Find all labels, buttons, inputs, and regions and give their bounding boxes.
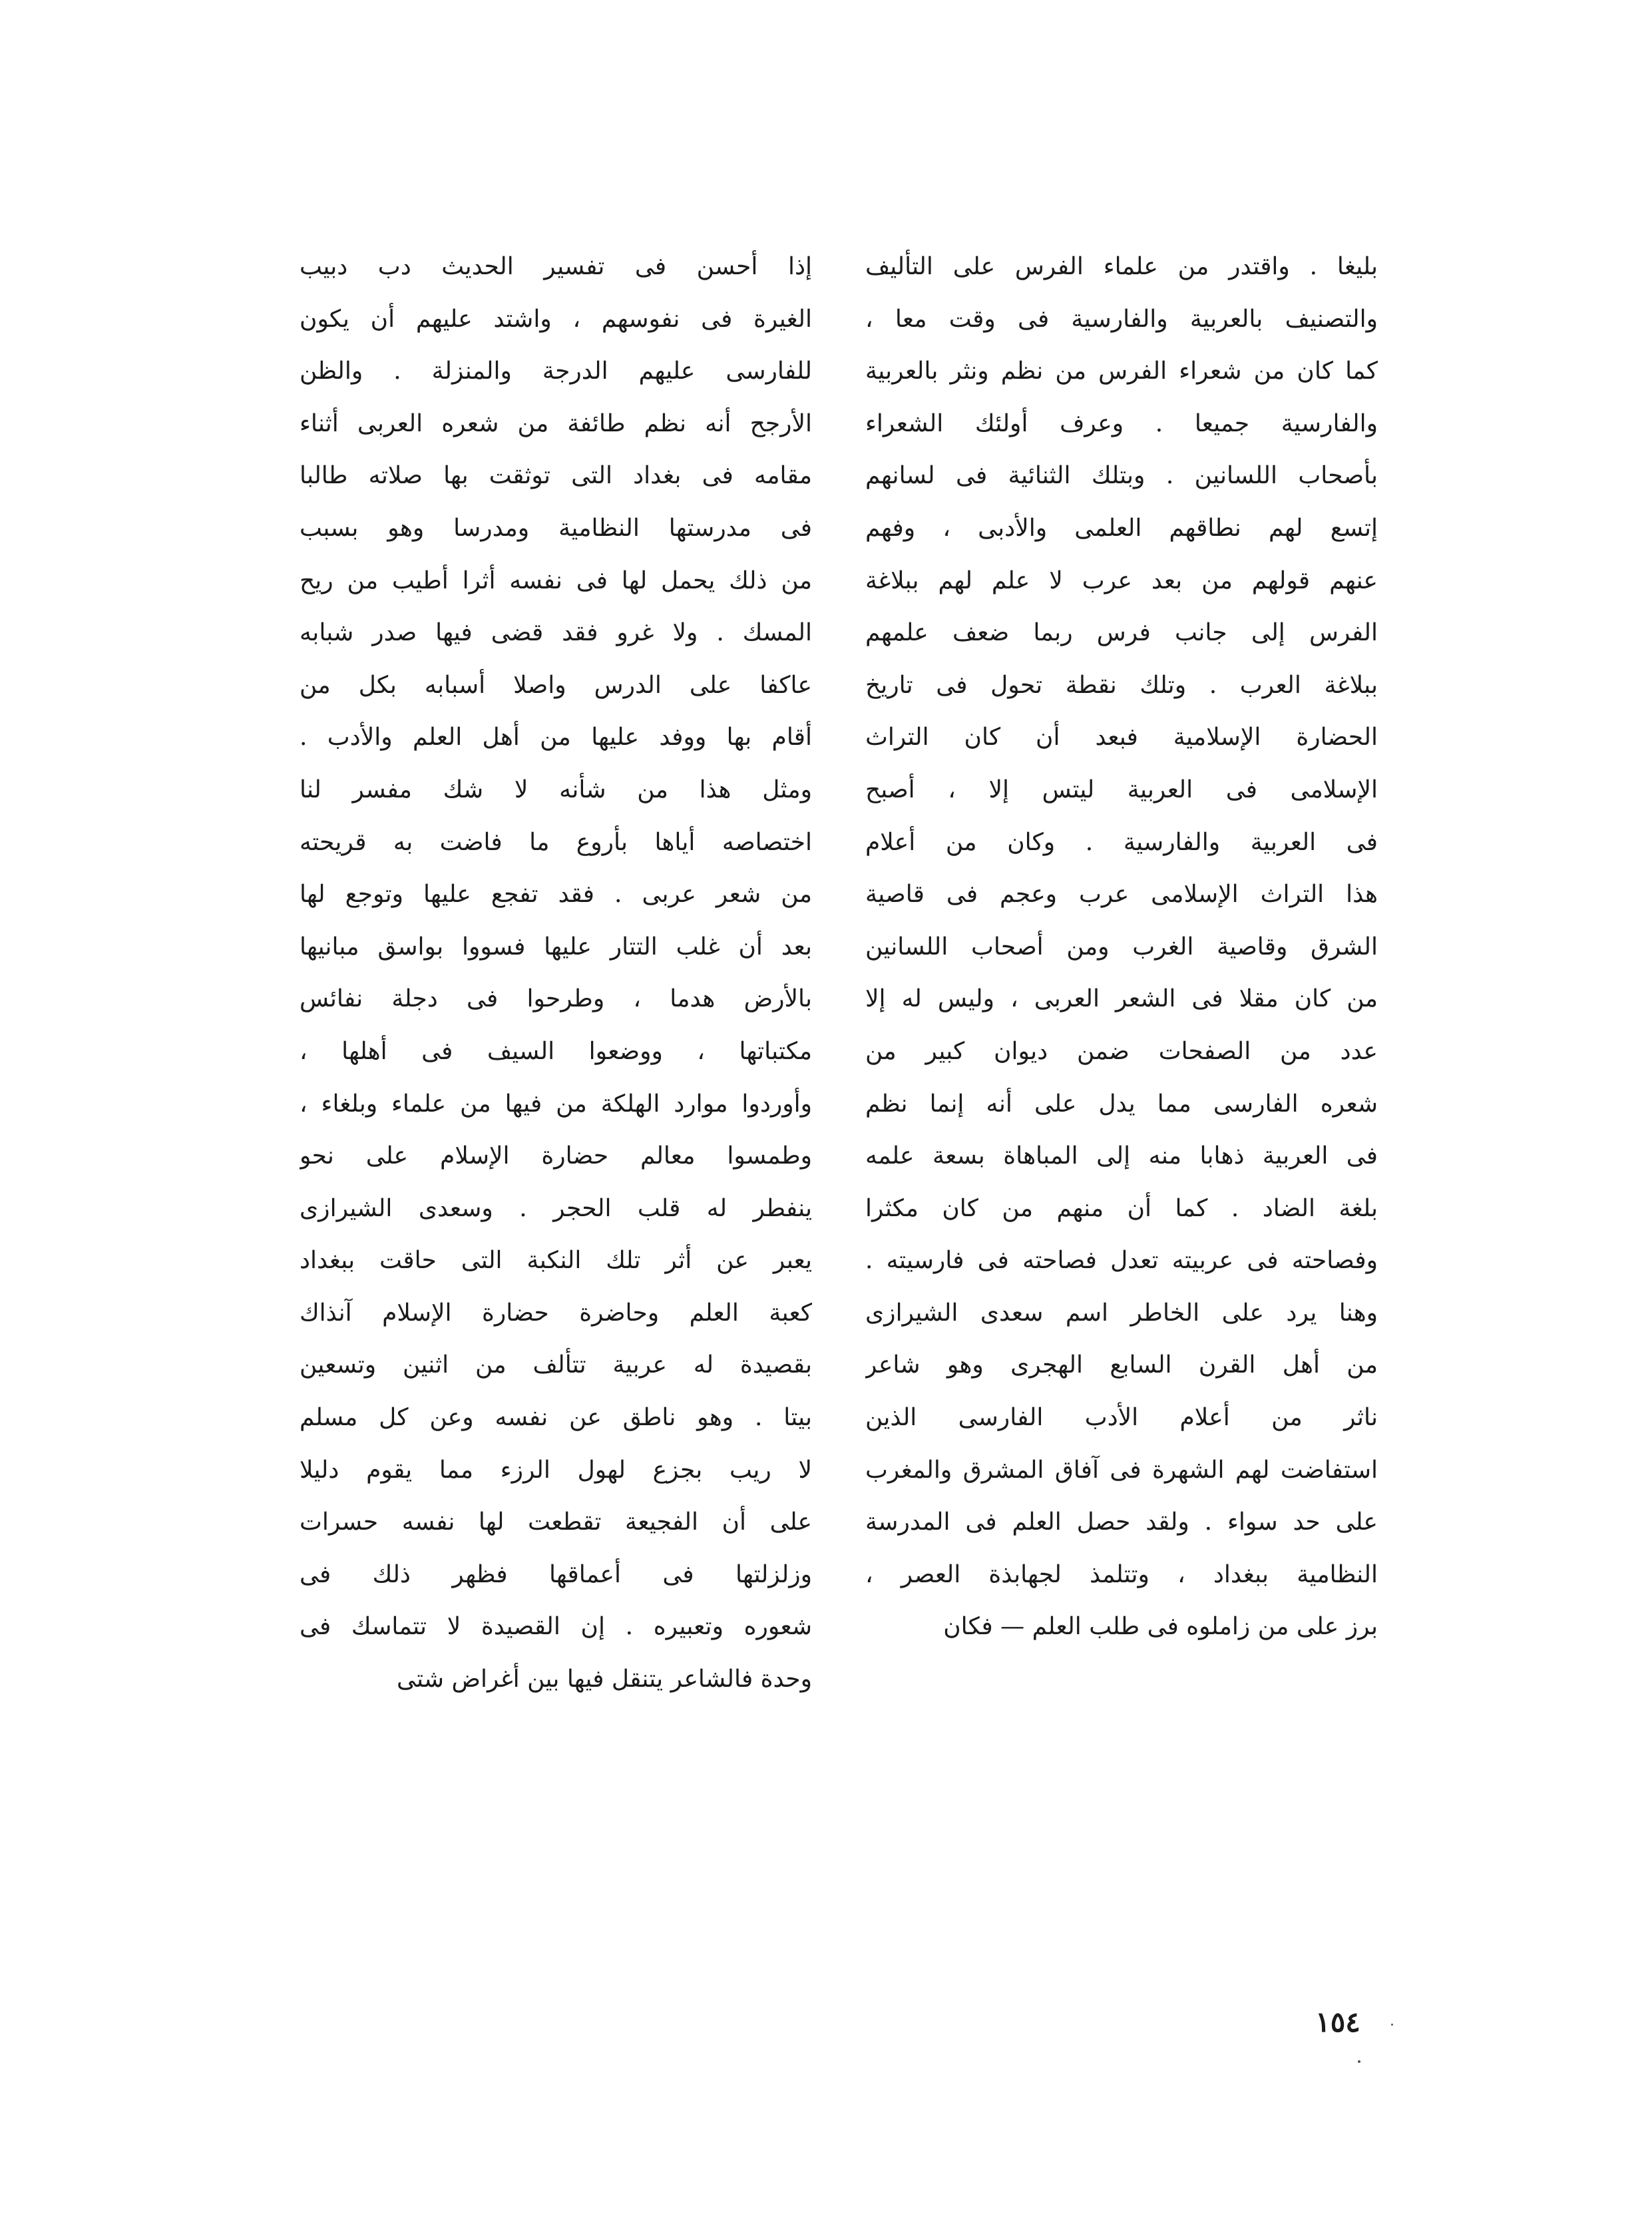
left-column-line: بعد أن غلب التتار عليها فسووا بواسق مبانيها (300, 933, 812, 961)
right-column-line: من كان مقلا فى الشعر العربى ، وليس له إلا (865, 985, 1378, 1013)
left-column-line: عاكفا على الدرس واصلا أسبابه بكل من (300, 671, 812, 699)
left-column-line: ومثل هذا من شأنه لا شك مفسر لنا (300, 776, 812, 803)
left-column-line: أقام بها ووفد عليها من أهل العلم والأدب . (300, 724, 812, 752)
right-column-line: بلغة الضاد . كما أن منهم من كان مكثرا (865, 1194, 1378, 1222)
left-column-line: مكتباتها ، ووضعوا السيف فى أهلها ، (300, 1037, 812, 1065)
left-column-line: يعبر عن أثر تلك النكبة التى حاقت ببغداد (300, 1247, 812, 1275)
left-column-line: الأرجح أنه نظم طائفة من شعره العربى أثناء (300, 409, 812, 437)
left-column-line: لا ريب بجزع لهول الرزء مما يقوم دليلا (300, 1456, 812, 1484)
right-column-line: ناثر من أعلام الأدب الفارسى الذين (865, 1404, 1378, 1432)
right-column-line: والفارسية جميعا . وعرف أولئك الشعراء (865, 409, 1378, 437)
right-column-line: ببلاغة العرب . وتلك نقطة تحول فى تاريخ (865, 671, 1378, 699)
left-column-line: على أن الفجيعة تقطعت لها نفسه حسرات (300, 1508, 812, 1536)
left-column-line: ينفطر له قلب الحجر . وسعدى الشيرازى (300, 1194, 812, 1222)
right-column-line: النظامية ببغداد ، وتتلمذ لجهابذة العصر ، (865, 1560, 1378, 1588)
right-column-line: شعره الفارسى مما يدل على أنه إنما نظم (865, 1090, 1378, 1118)
page-number: ١٥٤ (1315, 2006, 1360, 2038)
left-column-line: بيتا . وهو ناطق عن نفسه وعن كل مسلم (300, 1404, 812, 1432)
right-column-line: فى العربية والفارسية . وكان من أعلام (865, 828, 1378, 856)
left-column-line: اختصاصه أياها بأروع ما فاضت به قريحته (300, 828, 812, 856)
left-column-line: وأوردوا موارد الهلكة من فيها من علماء وبلغاء ، (300, 1090, 812, 1118)
right-column-line: وفصاحته فى عربيته تعدل فصاحته فى فارسيته . (865, 1247, 1378, 1275)
scan-speck (1358, 2060, 1360, 2063)
left-column-line: للفارسى عليهم الدرجة والمنزلة . والظن (300, 357, 812, 385)
right-column-line: بليغا . واقتدر من علماء الفرس على التأليف (865, 253, 1378, 280)
right-column-line: الفرس إلى جانب فرس ربما ضعف علمهم (865, 619, 1378, 647)
left-column-line: بقصيدة له عربية تتألف من اثنين وتسعين (300, 1351, 812, 1379)
left-column-line: وزلزلتها فى أعماقها فظهر ذلك فى (300, 1560, 812, 1588)
right-column-line: من أهل القرن السابع الهجرى وهو شاعر (865, 1351, 1378, 1379)
right-column-line: برز على من زاملوه فى طلب العلم — فكان (943, 1613, 1378, 1641)
right-column-line: بأصحاب اللسانين . وبتلك الثنائية فى لسانهم (865, 462, 1378, 490)
right-column-line: الشرق وقاصية الغرب ومن أصحاب اللسانين (865, 933, 1378, 961)
left-column-line: الغيرة فى نفوسهم ، واشتد عليهم أن يكون (300, 305, 812, 333)
left-column-line: من ذلك يحمل لها فى نفسه أثرا أطيب من ريح (300, 566, 812, 594)
left-column-line: شعوره وتعبيره . إن القصيدة لا تتماسك فى (300, 1613, 812, 1641)
left-column-line: فى مدرستها النظامية ومدرسا وهو بسبب (300, 514, 812, 542)
left-column-line: وطمسوا معالم حضارة الإسلام على نحو (300, 1142, 812, 1170)
right-column-line: الحضارة الإسلامية فبعد أن كان التراث (865, 724, 1378, 752)
left-column-line: وحدة فالشاعر يتنقل فيها بين أغراض شتى (396, 1665, 812, 1693)
right-text-column (865, 241, 1378, 1654)
right-column-line: فى العربية ذهابا منه إلى المباهاة بسعة علمه (865, 1142, 1378, 1170)
right-column-line: عدد من الصفحات ضمن ديوان كبير من (865, 1037, 1378, 1065)
right-column-line: إتسع لهم نطاقهم العلمى والأدبى ، وفهم (865, 514, 1378, 542)
scan-speck (1391, 2024, 1393, 2026)
left-column-line: مقامه فى بغداد التى توثقت بها صلاته طالبا (300, 462, 812, 490)
left-column-line: بالأرض هدما ، وطرحوا فى دجلة نفائس (300, 985, 812, 1013)
right-column-line: كما كان من شعراء الفرس من نظم ونثر بالعربية (865, 357, 1378, 385)
right-column-line: والتصنيف بالعربية والفارسية فى وقت معا ، (865, 305, 1378, 333)
right-column-line: هذا التراث الإسلامى عرب وعجم فى قاصية (865, 881, 1378, 909)
left-text-column (300, 241, 812, 1706)
left-column-line: كعبة العلم وحاضرة حضارة الإسلام آنذاك (300, 1299, 812, 1327)
left-column-line: إذا أحسن فى تفسير الحديث دب دبيب (300, 253, 812, 280)
left-column-line: من شعر عربى . فقد تفجع عليها وتوجع لها (300, 881, 812, 909)
right-column-line: استفاضت لهم الشهرة فى آفاق المشرق والمغرب (865, 1456, 1378, 1484)
right-column-line: وهنا يرد على الخاطر اسم سعدى الشيرازى (865, 1299, 1378, 1327)
left-column-line: المسك . ولا غرو فقد قضى فيها صدر شبابه (300, 619, 812, 647)
right-column-line: الإسلامى فى العربية ليتس إلا ، أصبح (865, 776, 1378, 803)
right-column-line: على حد سواء . ولقد حصل العلم فى المدرسة (865, 1508, 1378, 1536)
right-column-line: عنهم قولهم من بعد عرب لا علم لهم ببلاغة (865, 566, 1378, 594)
